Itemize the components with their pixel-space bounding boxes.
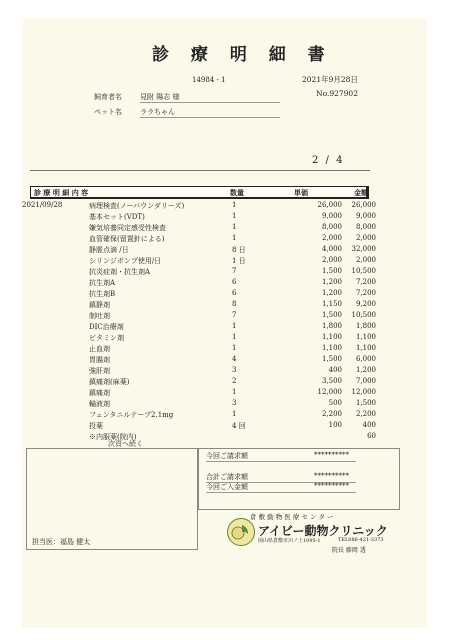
item-name: 抗生剤B [89,290,116,298]
table-row [22,366,427,377]
item-amount: 9,000 [355,212,376,220]
item-name: 嫌気培養同定感受性検査 [89,224,166,232]
item-price: 4,000 [321,245,342,253]
item-price: 1,500 [321,311,342,319]
item-price: 1,500 [321,355,342,363]
table-row [22,355,427,366]
item-qty: 8 [232,300,237,308]
item-name: ※内服薬(院内) [89,433,137,441]
item-amount: 400 [362,421,376,429]
item-price: 2,200 [321,410,342,418]
item-amount: 1,100 [355,333,376,341]
item-price: 1,200 [321,278,342,286]
table-row [22,289,427,300]
clinic-phone: TEL086-421-3373 [338,537,384,543]
item-name: 制吐剤 [89,312,110,320]
item-amount: 10,500 [351,267,376,275]
today-billing-label: 今回ご請求額 [206,451,356,462]
item-name: 基本セット(VDT) [89,213,145,221]
item-amount: 7,200 [355,278,376,286]
item-name: 輸液剤 [89,400,110,408]
item-name: 抗炎症剤・抗生剤A [89,268,151,276]
item-amount: 12,000 [351,388,376,396]
item-name: シリンジポンプ使用/日 [89,257,162,265]
table-row [22,432,427,443]
item-qty: 1 [232,212,237,220]
item-name: ビタミン剤 [89,334,124,342]
item-qty: 4 回 [232,422,246,430]
item-qty: 1 [232,333,237,341]
item-price: 9,000 [321,212,342,220]
item-qty: 6 [232,278,237,286]
item-amount: 8,000 [355,223,376,231]
table-row [22,201,427,212]
table-row [22,377,427,388]
item-price: 100 [328,421,342,429]
item-name: フェンタニルテープ2.1mg [89,411,174,419]
table-row [22,256,427,267]
table-row [22,245,427,256]
item-price: 1,100 [321,333,342,341]
item-qty: 1 日 [232,257,246,265]
item-qty: 1 [232,322,237,330]
item-amount: 1,500 [355,399,376,407]
item-qty: 1 [232,388,237,396]
item-qty: 7 [232,311,237,319]
item-price: 2,000 [321,256,342,264]
item-name: 止血剤 [89,345,110,353]
table-row [22,311,427,322]
header-content: 診 療 明 細 内 容 [34,188,89,197]
item-price: 1,800 [321,322,342,330]
clinic-center-name: 倉 敷 動 物 医 療 セ ン タ ー [250,513,334,521]
document-title: 診 療 明 細 書 [152,45,333,65]
item-price: 1,100 [321,344,342,352]
item-name: 静脈点滴 /日 [89,246,129,254]
item-amount: 26,000 [351,201,376,209]
total-billing-label: 合計ご請求額 [206,472,356,483]
issue-date: 2021年9月28日 [302,75,358,84]
clinic-name: アイビー動物クリニック [258,524,388,538]
doctor-name: 担当医：福島 健太 [32,538,91,546]
clinic-logo-icon [227,518,255,546]
item-amount: 1,200 [355,366,376,374]
item-amount: 2,000 [355,234,376,242]
item-amount: 6,000 [355,355,376,363]
clinic-address: 岡山県倉敷市川ノ上1095-1 [258,538,321,544]
item-amount: 2,200 [355,410,376,418]
today-payment-label: 今回ご入金額 [206,482,356,493]
item-price: 1,200 [321,289,342,297]
table-row [22,223,427,234]
service-date: 2021/09/28 [22,201,63,209]
document-number: 14984 - 1 [192,76,226,84]
item-price: 12,000 [317,388,342,396]
item-price: 2,000 [321,234,342,242]
item-price: 500 [328,399,342,407]
item-qty: 1 [232,223,237,231]
item-price: 8,000 [321,223,342,231]
item-amount: 7,000 [355,377,376,385]
table-row [22,388,427,399]
item-amount: 10,500 [351,311,376,319]
item-qty: 1 [232,234,237,242]
item-amount: 60 [367,432,376,440]
table-row [22,300,427,311]
item-name: 鎮痛剤 [89,389,110,397]
item-price: 26,000 [317,201,342,209]
table-row [22,278,427,289]
table-row [22,399,427,410]
item-amount: 9,200 [355,300,376,308]
table-row [22,322,427,333]
owner-name: 見附 陽志 様 [140,92,280,103]
item-name: DIC治療剤 [89,323,124,331]
owner-label: 飼育者名 [94,93,122,101]
table-row [22,421,427,432]
item-qty: 1 [232,410,237,418]
item-qty: 3 [232,366,237,374]
clinic-director: 院長 藤岡 透 [332,547,366,554]
item-price: 3,500 [321,377,342,385]
table-row [22,410,427,421]
table-row [22,333,427,344]
item-amount: 1,800 [355,322,376,330]
item-name: 強肝剤 [89,367,110,375]
item-price: 400 [328,366,342,374]
item-qty: 3 [232,399,237,407]
item-name: 鎮静剤 [89,301,110,309]
item-name: 胃腸剤 [89,356,110,364]
item-amount: 2,000 [355,256,376,264]
page-indicator: 2 / 4 [312,155,345,166]
item-qty: 1 [232,344,237,352]
table-row [22,234,427,245]
table-row [22,267,427,278]
item-amount: 1,100 [355,344,376,352]
pet-name: ララちゃん [140,107,280,118]
item-qty: 2 [232,377,237,385]
item-name: 病理検査(ノーバウンダリーズ) [89,202,185,210]
item-name: 抗生剤A [89,279,116,287]
item-price: 1,150 [321,300,342,308]
pet-label: ペット名 [94,108,122,116]
receipt-number: No.927902 [316,89,358,98]
table-row [22,344,427,355]
item-qty: 7 [232,267,237,275]
remarks-box [26,448,198,550]
item-amount: 32,000 [351,245,376,253]
item-name: 鎮痛剤(麻薬) [89,378,130,386]
header-qty: 数量 [230,188,244,197]
item-qty: 1 [232,201,237,209]
today-billing-value: ********** [314,451,349,459]
item-qty: 6 [232,289,237,297]
table-row [22,212,427,223]
item-price: 1,500 [321,267,342,275]
header-rule [30,170,370,171]
header-price: 単価 [294,188,308,197]
item-amount: 7,200 [355,289,376,297]
continued-note: 次頁へ続く [108,440,143,448]
item-name: 血管確保(留置針による) [89,235,165,243]
item-name: 投薬 [89,422,103,430]
total-billing-value: ********** [314,472,349,480]
today-payment-value: ********** [314,482,349,490]
header-amount: 金額 [354,188,368,197]
item-qty: 4 [232,355,237,363]
invoice-sheet [22,18,427,628]
item-qty: 8 日 [232,246,246,254]
